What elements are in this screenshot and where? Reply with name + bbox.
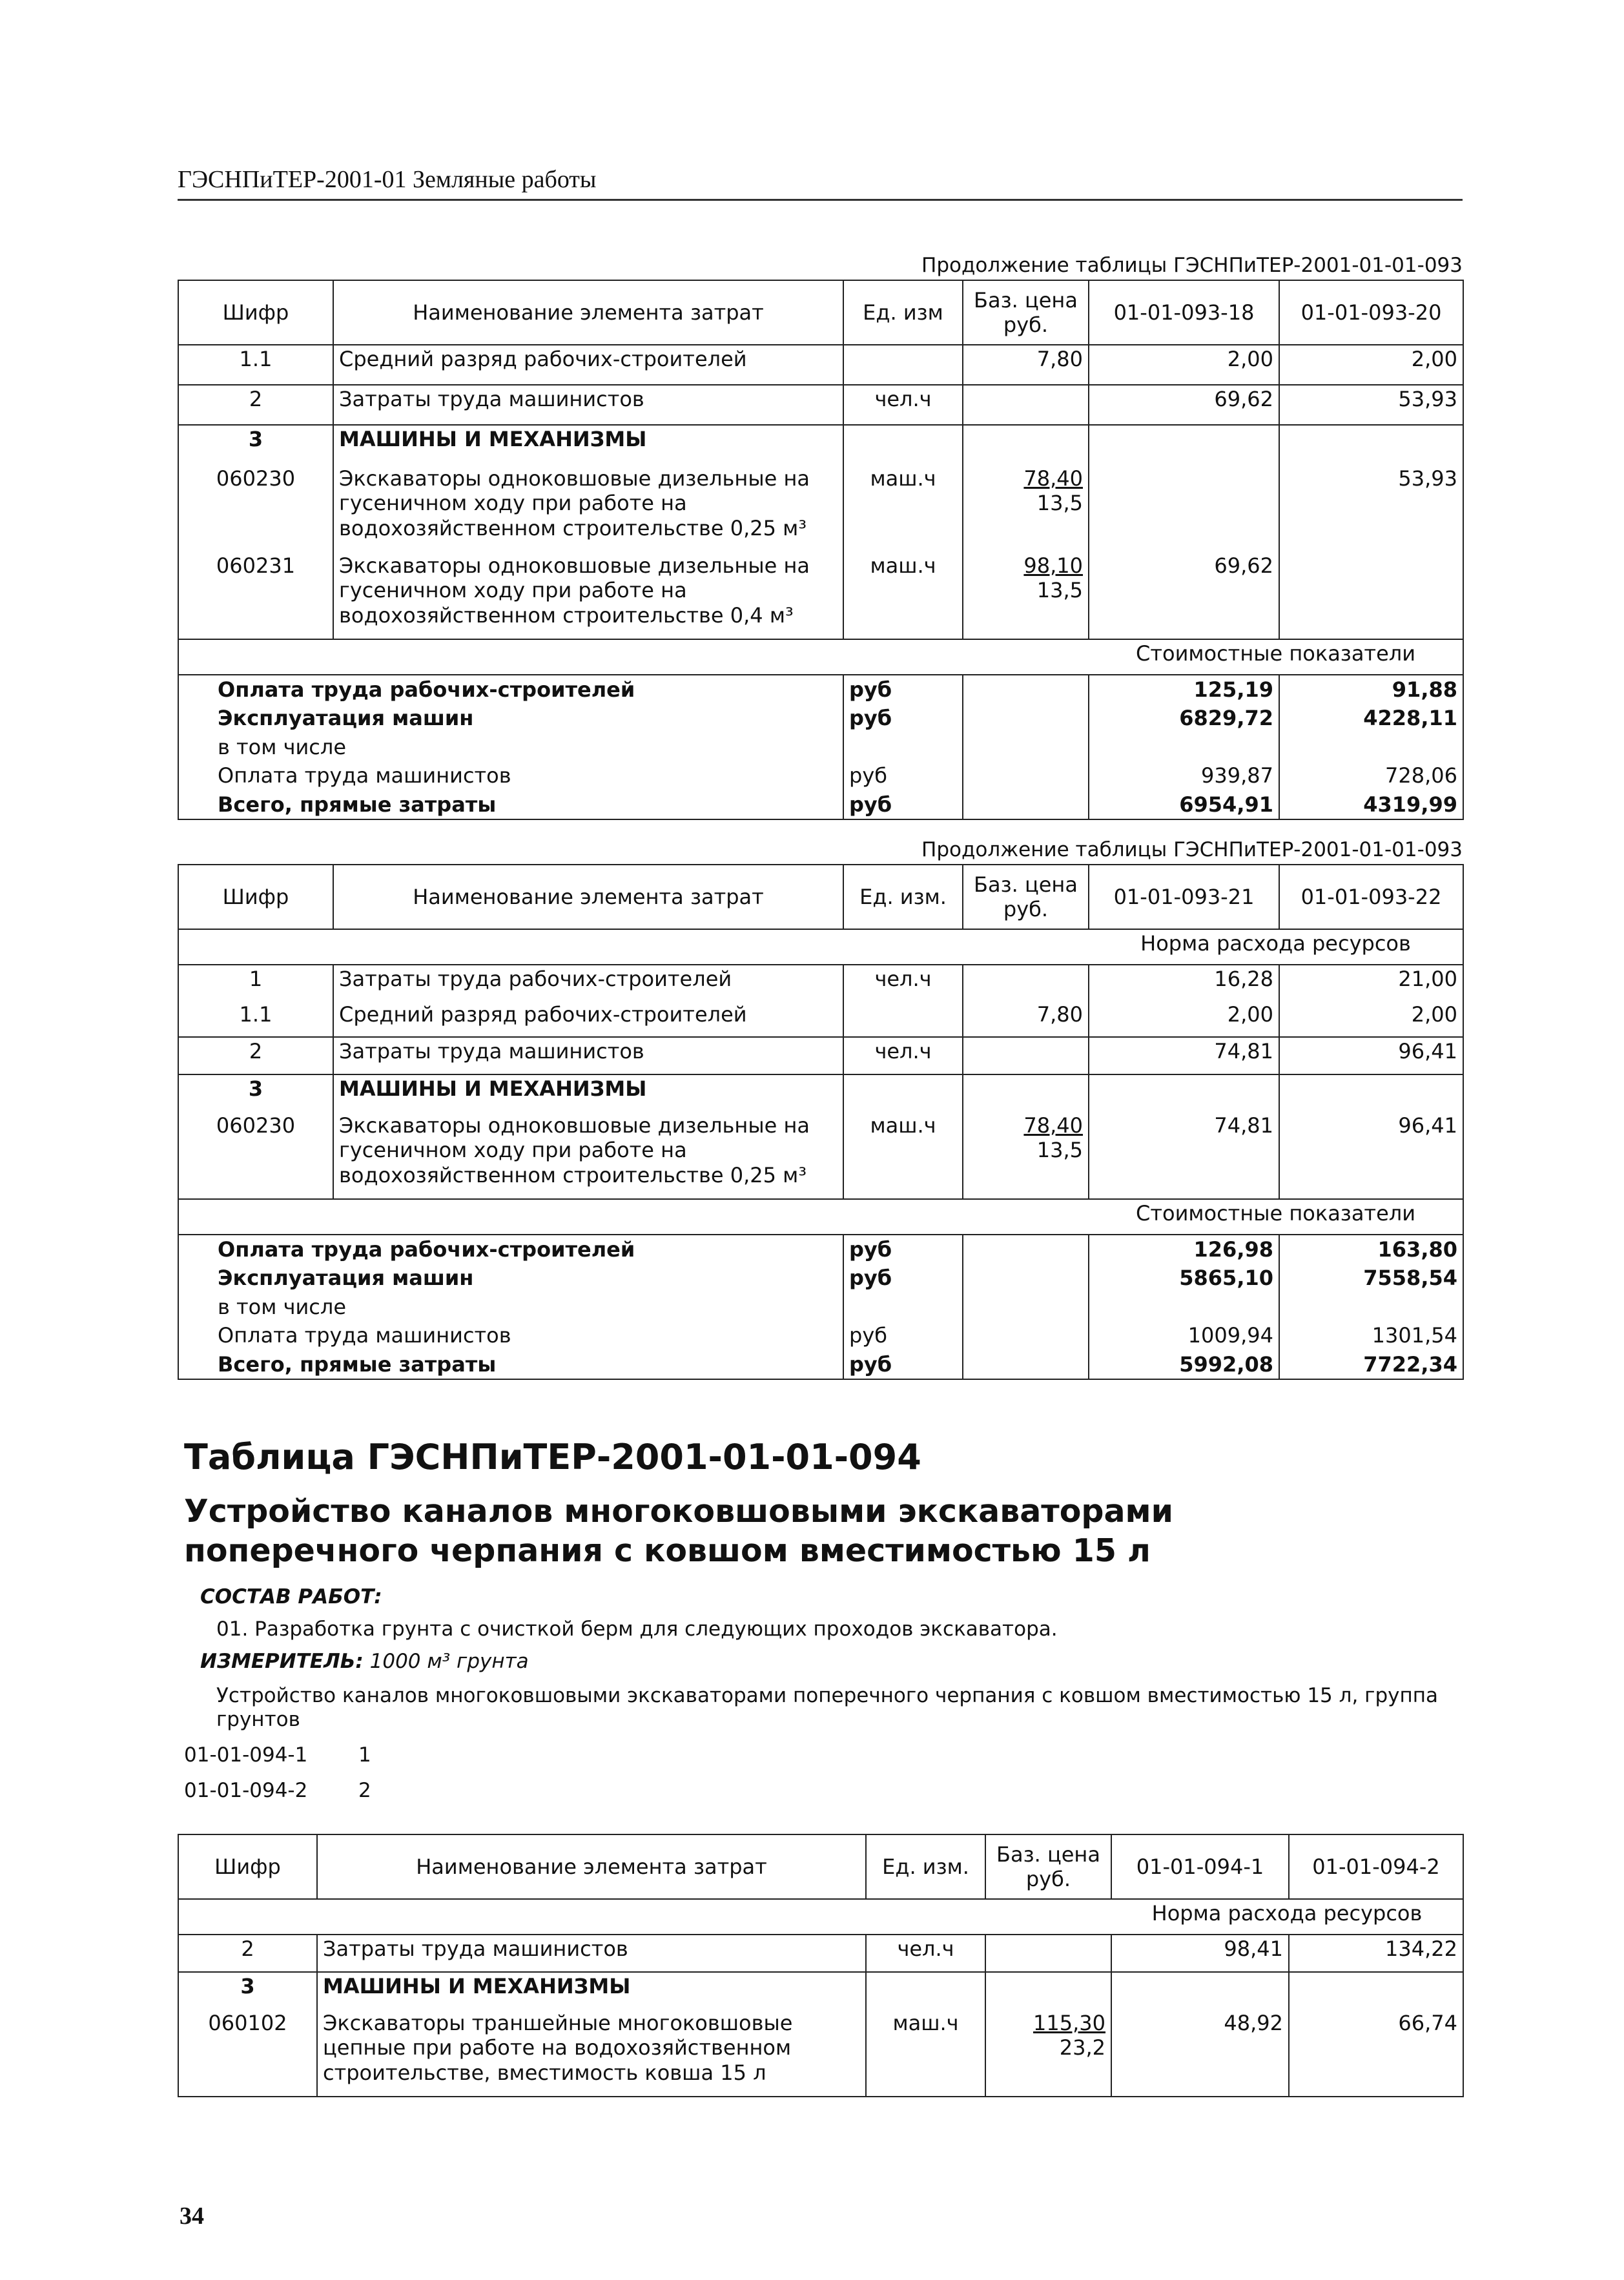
table-row: [178, 465, 1463, 552]
table-continuation-caption: Продолжение таблицы ГЭСНПиТЕР-2001-01-01-093: [921, 254, 1463, 277]
works-item: 01. Разработка грунта с очисткой берм для следующих проходов экскаватора.: [216, 1618, 1058, 1641]
summary-value-b: 7558,54: [1279, 1264, 1463, 1292]
row-value-a: [1089, 465, 1279, 552]
table-row: [178, 1112, 1463, 1199]
row-unit: чел.ч: [843, 385, 963, 425]
summary-unit: руб: [843, 1350, 963, 1379]
summary-row: [178, 1235, 1463, 1264]
summary-row: [178, 1293, 1463, 1321]
row-price: 78,40 13,5: [963, 1112, 1089, 1199]
row-name: МАШИНЫ И МЕХАНИЗМЫ: [317, 1972, 866, 2009]
row-name: Экскаваторы одноковшовые дизельные на гусеничном ходу при работе на водохозяйственном строительстве 0,4 м³: [333, 552, 843, 639]
header-name: Наименование элемента затрат: [333, 280, 843, 345]
running-head-text: ГЭСНПиТЕР-2001-01 Земляные работы: [178, 166, 597, 193]
table-row: [178, 385, 1463, 425]
row-value-b: 53,93: [1279, 385, 1463, 425]
summary-unit: руб: [843, 1235, 963, 1264]
summary-row: [178, 1321, 1463, 1350]
summary-label: Оплата труда рабочих-строителей: [178, 675, 843, 704]
row-code: 060230: [178, 1112, 333, 1199]
summary-value-b: 91,88: [1279, 675, 1463, 704]
row-unit: чел.ч: [843, 1037, 963, 1074]
row-price: [985, 1935, 1111, 1972]
row-price: [963, 965, 1089, 1001]
works-label: СОСТАВ РАБОТ:: [200, 1585, 382, 1608]
row-code: 3: [178, 1972, 317, 2009]
row-price: 98,10 13,5: [963, 552, 1089, 639]
row-value-a: 2,00: [1089, 345, 1279, 385]
variant-value: 1: [358, 1743, 371, 1767]
row-unit: маш.ч: [843, 465, 963, 552]
cost-caption: Стоимостные показатели: [1089, 639, 1463, 675]
header-name: Наименование элемента затрат: [317, 1834, 866, 1899]
summary-label: Эксплуатация машин: [178, 704, 843, 732]
summary-label: в том числе: [178, 1293, 843, 1321]
table-row: [178, 1037, 1463, 1074]
table-row: [178, 345, 1463, 385]
header-code: Шифр: [178, 280, 333, 345]
row-code: 060230: [178, 465, 333, 552]
resource-table-093-part1: [178, 280, 1464, 820]
summary-unit: руб: [843, 790, 963, 819]
summary-label: Эксплуатация машин: [178, 1264, 843, 1292]
summary-value-a: 1009,94: [1089, 1321, 1279, 1350]
row-value-b: 134,22: [1289, 1935, 1463, 1972]
row-name: Затраты труда машинистов: [333, 1037, 843, 1074]
row-price: [963, 1037, 1089, 1074]
table-row: [178, 2009, 1463, 2097]
row-unit: [843, 345, 963, 385]
norm-caption: Норма расхода ресурсов: [1111, 1899, 1463, 1935]
summary-unit: руб: [843, 1264, 963, 1292]
row-code: 1.1: [178, 1001, 333, 1037]
summary-row: [178, 733, 1463, 761]
resource-table-094: [178, 1834, 1464, 2097]
variant-code: 01-01-094-2: [184, 1779, 308, 1802]
summary-value-b: 7722,34: [1279, 1350, 1463, 1379]
row-unit: чел.ч: [843, 965, 963, 1001]
measure-line: ИЗМЕРИТЕЛЬ: 1000 м³ грунта: [200, 1650, 529, 1673]
summary-row: [178, 790, 1463, 819]
summary-value-b: 728,06: [1279, 761, 1463, 790]
norm-caption-row: [178, 1899, 1463, 1935]
summary-value-a: 125,19: [1089, 675, 1279, 704]
summary-unit: руб: [843, 1321, 963, 1350]
table-row: [178, 1001, 1463, 1037]
row-value-b: 66,74: [1289, 2009, 1463, 2097]
row-unit: маш.ч: [843, 1112, 963, 1199]
row-code: 1.1: [178, 345, 333, 385]
row-unit: [843, 1001, 963, 1037]
table-header-row: [178, 280, 1463, 345]
summary-label: Всего, прямые затраты: [178, 790, 843, 819]
header-price: Баз. цена руб.: [963, 865, 1089, 929]
header-col-a: 01-01-094-1: [1111, 1834, 1289, 1899]
summary-label: Оплата труда машинистов: [178, 761, 843, 790]
row-code: 1: [178, 965, 333, 1001]
row-value-a: 74,81: [1089, 1112, 1279, 1199]
row-price: 7,80: [963, 345, 1089, 385]
header-code: Шифр: [178, 865, 333, 929]
row-name: Экскаваторы одноковшовые дизельные на гусеничном ходу при работе на водохозяйственном строительстве 0,25 м³: [333, 1112, 843, 1199]
header-name: Наименование элемента затрат: [333, 865, 843, 929]
row-code: 2: [178, 1935, 317, 1972]
summary-value-a: 126,98: [1089, 1235, 1279, 1264]
row-value-a: 48,92: [1111, 2009, 1289, 2097]
summary-row: [178, 761, 1463, 790]
summary-unit: руб: [843, 704, 963, 732]
row-name: Средний разряд рабочих-строителей: [333, 1001, 843, 1037]
table-header-row: [178, 1834, 1463, 1899]
variant-value: 2: [358, 1779, 371, 1802]
table-title: Таблица ГЭСНПиТЕР-2001-01-01-094: [184, 1437, 921, 1477]
table-row: [178, 965, 1463, 1001]
summary-row: [178, 675, 1463, 704]
summary-value-b: 1301,54: [1279, 1321, 1463, 1350]
cost-caption: Стоимостные показатели: [1089, 1199, 1463, 1235]
row-unit: маш.ч: [866, 2009, 985, 2097]
row-value-b: 2,00: [1279, 345, 1463, 385]
header-code: Шифр: [178, 1834, 317, 1899]
variant-code: 01-01-094-1: [184, 1743, 308, 1767]
running-head: [178, 161, 1463, 201]
page-number: 34: [180, 2203, 204, 2230]
table-subtitle: Устройство каналов многоковшовыми экскаваторами поперечного черпания с ковшом вместимостью 15 л: [184, 1493, 1173, 1570]
row-value-a: 74,81: [1089, 1037, 1279, 1074]
header-price: Баз. цена руб.: [963, 280, 1089, 345]
table-row: [178, 1935, 1463, 1972]
table-continuation-caption: Продолжение таблицы ГЭСНПиТЕР-2001-01-01-093: [921, 838, 1463, 861]
row-price: [963, 385, 1089, 425]
row-price: 115,30 23,2: [985, 2009, 1111, 2097]
row-name: Экскаваторы траншейные многоковшовые цепные при работе на водохозяйственном строительстве, вместимость ковша 15 л: [317, 2009, 866, 2097]
summary-value-b: 4228,11: [1279, 704, 1463, 732]
norm-caption-row: [178, 929, 1463, 965]
row-price: 7,80: [963, 1001, 1089, 1037]
summary-label: Всего, прямые затраты: [178, 1350, 843, 1379]
row-value-b: [1279, 552, 1463, 639]
table-header-row: [178, 865, 1463, 929]
summary-value-a: 6829,72: [1089, 704, 1279, 732]
table-row: [178, 425, 1463, 465]
row-code: 2: [178, 385, 333, 425]
row-value-a: 69,62: [1089, 552, 1279, 639]
summary-value-a: 5865,10: [1089, 1264, 1279, 1292]
summary-row: [178, 1350, 1463, 1379]
header-col-a: 01-01-093-18: [1089, 280, 1279, 345]
row-code: 2: [178, 1037, 333, 1074]
header-col-a: 01-01-093-21: [1089, 865, 1279, 929]
row-value-a: 98,41: [1111, 1935, 1289, 1972]
row-name: Экскаваторы одноковшовые дизельные на гусеничном ходу при работе на водохозяйственном строительстве 0,25 м³: [333, 465, 843, 552]
row-name: Затраты труда машинистов: [317, 1935, 866, 1972]
row-unit: маш.ч: [843, 552, 963, 639]
header-unit: Ед. изм.: [843, 865, 963, 929]
row-code: 3: [178, 1074, 333, 1112]
row-value-b: 21,00: [1279, 965, 1463, 1001]
row-name: МАШИНЫ И МЕХАНИЗМЫ: [333, 1074, 843, 1112]
summary-label: Оплата труда машинистов: [178, 1321, 843, 1350]
cost-caption-row: [178, 639, 1463, 675]
row-name: Затраты труда машинистов: [333, 385, 843, 425]
row-value-b: 96,41: [1279, 1112, 1463, 1199]
table-row: [178, 1074, 1463, 1112]
header-price: Баз. цена руб.: [985, 1834, 1111, 1899]
header-col-b: 01-01-093-20: [1279, 280, 1463, 345]
summary-value-b: 4319,99: [1279, 790, 1463, 819]
variants-description: Устройство каналов многоковшовыми экскаваторами поперечного черпания с ковшом вместимостью 15 л, группа грунтов: [216, 1684, 1438, 1732]
header-col-b: 01-01-094-2: [1289, 1834, 1463, 1899]
row-value-b: 2,00: [1279, 1001, 1463, 1037]
summary-row: [178, 704, 1463, 732]
row-unit: чел.ч: [866, 1935, 985, 1972]
row-name: Средний разряд рабочих-строителей: [333, 345, 843, 385]
row-value-b: 53,93: [1279, 465, 1463, 552]
cost-caption-row: [178, 1199, 1463, 1235]
row-price: 78,40 13,5: [963, 465, 1089, 552]
row-name: МАШИНЫ И МЕХАНИЗМЫ: [333, 425, 843, 465]
summary-value-a: 5992,08: [1089, 1350, 1279, 1379]
row-value-b: 96,41: [1279, 1037, 1463, 1074]
table-row: [178, 552, 1463, 639]
norm-caption: Норма расхода ресурсов: [1089, 929, 1463, 965]
row-code: 060102: [178, 2009, 317, 2097]
summary-value-b: 163,80: [1279, 1235, 1463, 1264]
row-code: 060231: [178, 552, 333, 639]
summary-value-a: 939,87: [1089, 761, 1279, 790]
header-unit: Ед. изм.: [866, 1834, 985, 1899]
row-name: Затраты труда рабочих-строителей: [333, 965, 843, 1001]
table-row: [178, 1972, 1463, 2009]
summary-unit: руб: [843, 761, 963, 790]
row-value-a: 16,28: [1089, 965, 1279, 1001]
row-code: 3: [178, 425, 333, 465]
header-unit: Ед. изм: [843, 280, 963, 345]
header-col-b: 01-01-093-22: [1279, 865, 1463, 929]
summary-value-a: 6954,91: [1089, 790, 1279, 819]
row-value-a: 2,00: [1089, 1001, 1279, 1037]
summary-unit: руб: [843, 675, 963, 704]
row-value-a: 69,62: [1089, 385, 1279, 425]
summary-label: в том числе: [178, 733, 843, 761]
summary-row: [178, 1264, 1463, 1292]
summary-label: Оплата труда рабочих-строителей: [178, 1235, 843, 1264]
resource-table-093-part2: [178, 864, 1464, 1380]
